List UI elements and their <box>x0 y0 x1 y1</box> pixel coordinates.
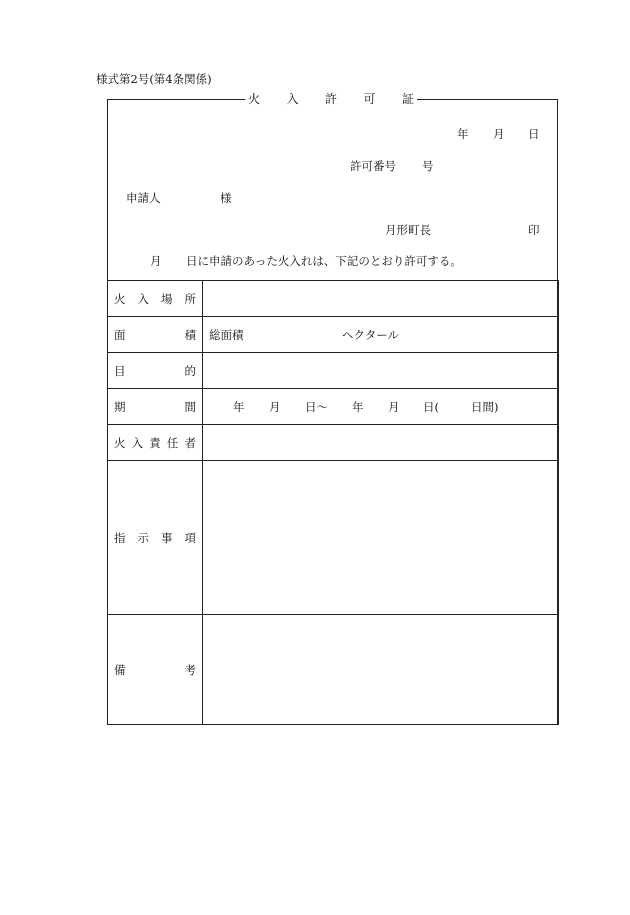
permit-number-suffix: 号 <box>422 159 434 173</box>
applicant-honorific: 様 <box>220 191 232 205</box>
statement-month: 月 <box>150 254 162 268</box>
period-day-end: 日( <box>423 399 439 414</box>
date-month: 月 <box>493 127 505 141</box>
label-char: 入 <box>137 291 149 306</box>
row-fire-manager <box>108 425 559 461</box>
applicant-label: 申請人 <box>126 191 161 205</box>
label-char: 入 <box>131 435 144 450</box>
period-days: 日間) <box>471 399 499 414</box>
row-fire-place <box>108 281 559 317</box>
issuer-seal: 印 <box>528 223 540 237</box>
permit-number-label: 許可番号 <box>350 159 396 173</box>
label-char: 火 <box>114 435 126 450</box>
value-fire-manager[interactable] <box>203 425 559 461</box>
label-char: 目 <box>114 363 126 378</box>
label-char: 任 <box>166 435 179 450</box>
title-char: 火 <box>248 92 261 106</box>
value-purpose[interactable] <box>203 353 559 389</box>
label-char: 項 <box>184 530 196 545</box>
label-instructions <box>108 461 203 615</box>
value-remarks[interactable] <box>203 615 559 725</box>
value-instructions[interactable] <box>203 461 559 615</box>
row-remarks <box>108 615 559 725</box>
label-char: 的 <box>184 363 196 378</box>
label-char: 者 <box>184 435 196 450</box>
label-char: 面 <box>114 327 126 342</box>
title-char: 可 <box>363 92 376 106</box>
frame-top-line-right <box>417 99 558 100</box>
label-char: 責 <box>149 435 161 450</box>
period-month-start: 月 <box>269 399 281 414</box>
issuer-name: 月形町長 <box>385 223 431 237</box>
label-char: 火 <box>114 291 126 306</box>
date-year: 年 <box>457 127 469 141</box>
label-char: 示 <box>137 530 149 545</box>
label-area <box>108 317 203 353</box>
label-char: 指 <box>114 530 126 545</box>
label-char: 所 <box>184 291 196 306</box>
label-char: 間 <box>184 399 196 414</box>
label-char: 事 <box>161 530 173 545</box>
title-char: 証 <box>401 92 414 106</box>
label-remarks <box>108 615 203 725</box>
label-period <box>108 389 203 425</box>
label-fire-place <box>108 281 203 317</box>
date-day: 日 <box>528 127 540 141</box>
document-title <box>245 91 417 107</box>
frame-top-line-left <box>107 99 245 100</box>
area-unit: ヘクタール <box>342 327 400 342</box>
row-period <box>108 389 559 425</box>
period-year-start: 年 <box>233 399 245 414</box>
row-instructions <box>108 461 559 615</box>
value-fire-place[interactable] <box>203 281 559 317</box>
label-char: 考 <box>184 662 196 677</box>
label-fire-manager <box>108 425 203 461</box>
title-char: 入 <box>286 92 299 106</box>
row-area <box>108 317 559 353</box>
label-char: 積 <box>184 327 196 342</box>
period-month-end: 月 <box>388 399 400 414</box>
period-day-start: 日〜 <box>305 399 328 414</box>
label-purpose <box>108 353 203 389</box>
statement-text: 日に申請のあった火入れは、下記のとおり許可する。 <box>186 254 462 268</box>
row-purpose <box>108 353 559 389</box>
title-char: 許 <box>324 92 337 106</box>
area-prefix: 総面積 <box>209 327 244 342</box>
label-char: 備 <box>114 662 126 677</box>
value-area[interactable] <box>203 317 559 353</box>
form-number: 様式第2号(第4条関係) <box>96 72 212 86</box>
value-period[interactable] <box>203 389 559 425</box>
permit-details-table <box>107 280 559 725</box>
period-year-end: 年 <box>352 399 364 414</box>
label-char: 場 <box>161 291 173 306</box>
label-char: 期 <box>114 399 126 414</box>
